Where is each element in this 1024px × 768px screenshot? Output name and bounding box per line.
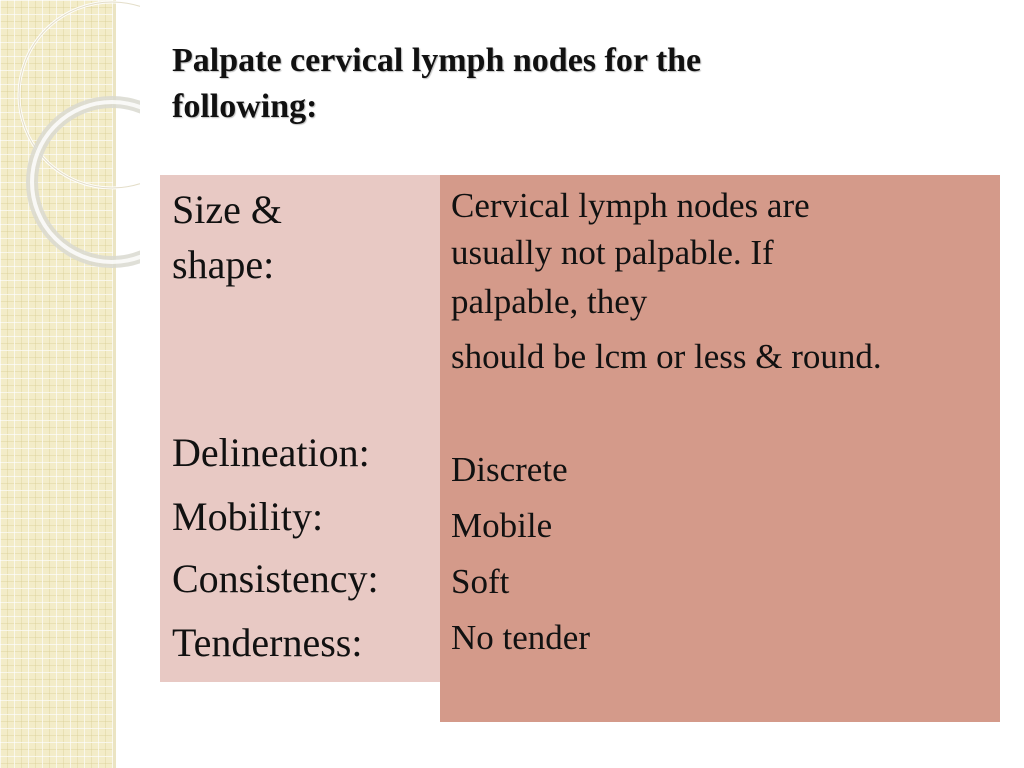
value-tenderness: No tender xyxy=(451,618,590,657)
value-size-line-1: Cervical lymph nodes are xyxy=(451,186,810,225)
values-panel xyxy=(440,175,1000,722)
title-line-1: Palpate cervical lymph nodes for the xyxy=(172,42,702,79)
value-mobility: Mobile xyxy=(451,506,553,545)
decorative-circle-small xyxy=(32,102,140,262)
value-consistency: Soft xyxy=(451,562,510,601)
label-tenderness: Tenderness: xyxy=(172,620,363,665)
labels-panel xyxy=(160,175,440,682)
label-size-shape-line-1: Size & xyxy=(172,187,282,232)
label-consistency: Consistency: xyxy=(172,556,379,601)
value-delineation: Discrete xyxy=(451,450,568,489)
label-delineation: Delineation: xyxy=(172,430,370,475)
slide-title xyxy=(172,38,872,130)
label-size-shape-line-2: shape: xyxy=(172,242,275,287)
label-mobility: Mobility: xyxy=(172,494,324,539)
decorative-circles xyxy=(0,0,140,280)
value-size-line-2: usually not palpable. If xyxy=(451,233,774,272)
title-line-2: following: xyxy=(172,88,318,125)
value-size-line-4: should be lcm or less & round. xyxy=(451,337,882,376)
value-size-line-3: palpable, they xyxy=(451,282,648,321)
